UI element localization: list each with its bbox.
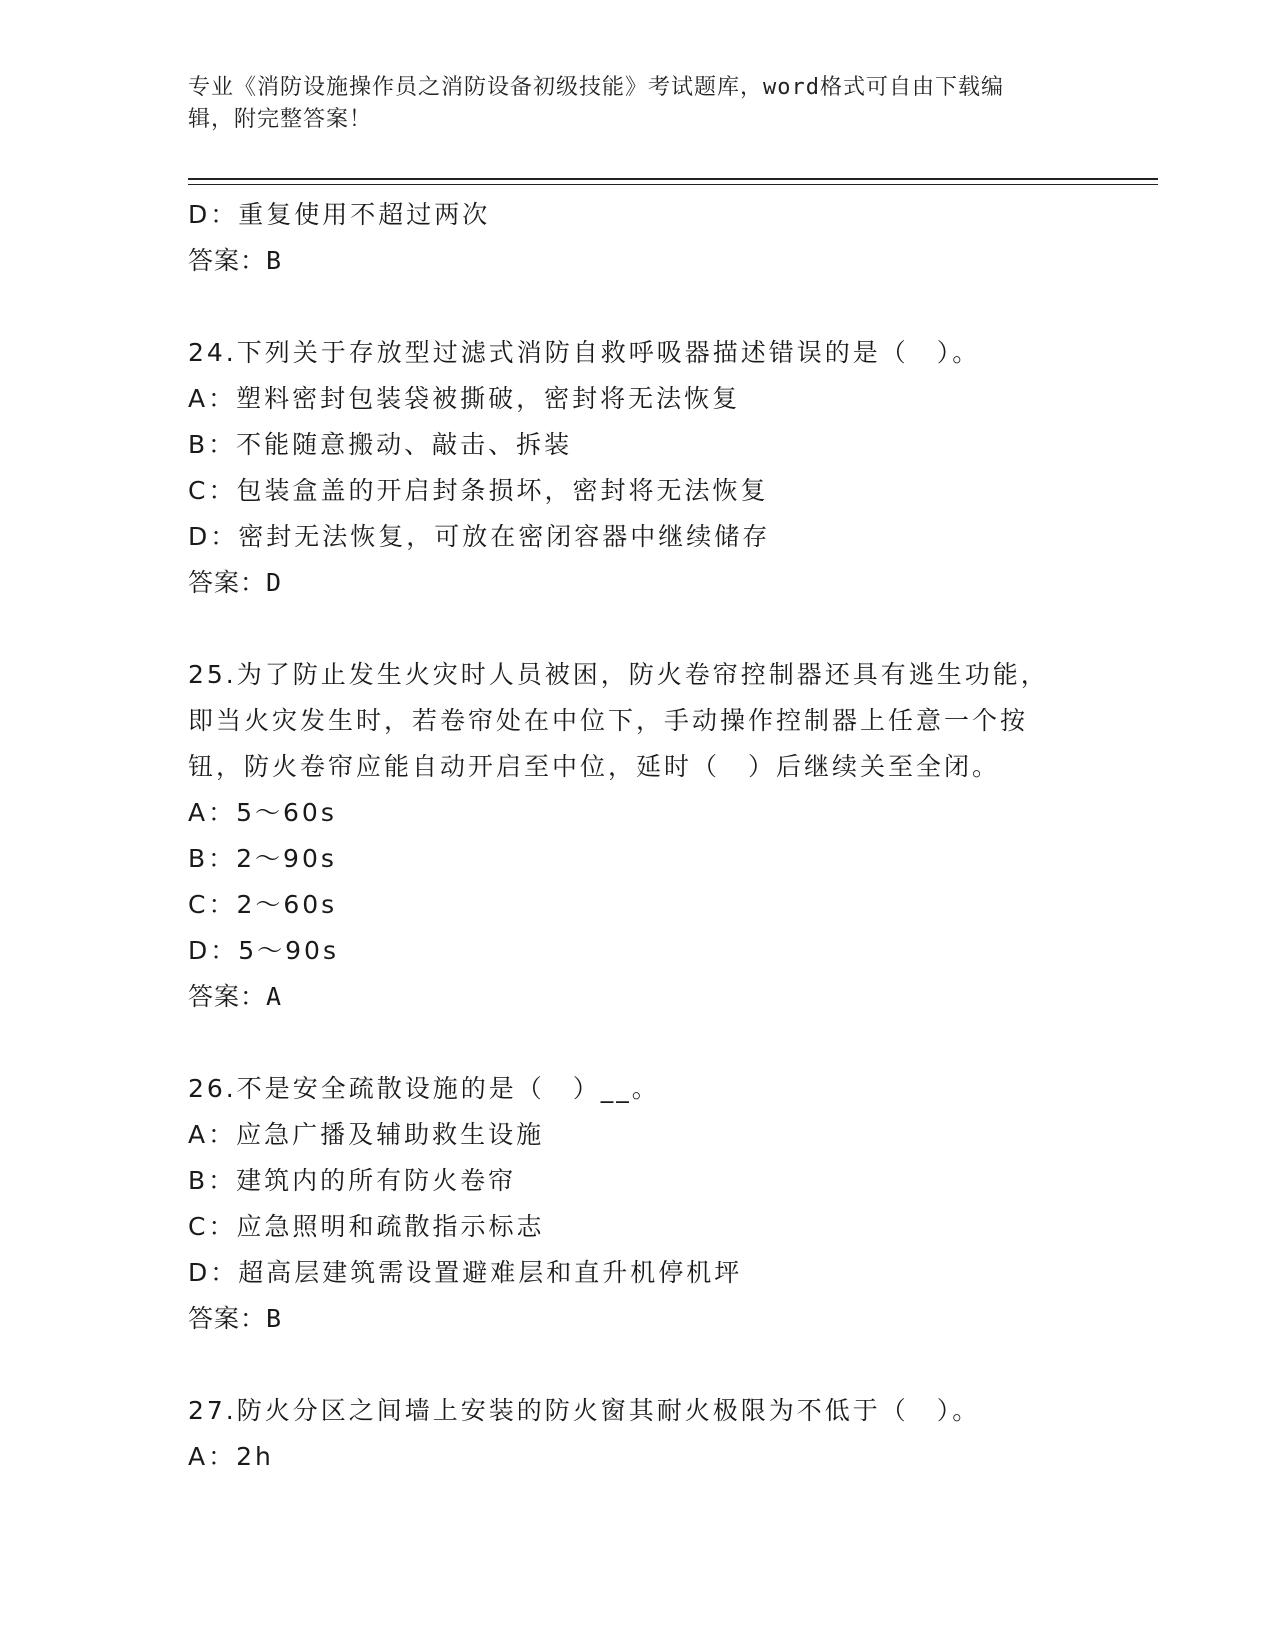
spacer [188, 284, 1088, 330]
answer: 答案：A [188, 982, 283, 1011]
answer: 答案：B [188, 1304, 283, 1333]
prev-answer: 答案：B [188, 246, 283, 275]
option-a: A：5～60s [188, 798, 337, 827]
question-24 [188, 330, 1088, 606]
option-b: B：不能随意搬动、敲击、拆装 [188, 430, 573, 459]
header-line-2: 辑，附完整答案！ [188, 107, 373, 132]
question-text: 27.防火分区之间墙上安装的防火窗其耐火极限为不低于（ ）。 [188, 1396, 981, 1425]
option-a: A：2h [188, 1442, 274, 1471]
question-text-line-3: 钮，防火卷帘应能自动开启至中位，延时（ ）后继续关至全闭。 [188, 752, 1001, 781]
option-b: B：2～90s [188, 844, 337, 873]
prev-option-d: D：重复使用不超过两次 [188, 200, 491, 229]
option-c: C：包装盒盖的开启封条损坏，密封将无法恢复 [188, 476, 769, 505]
question-26 [188, 1066, 1088, 1342]
header-divider-thick [188, 178, 1158, 180]
header-line-1: 专业《消防设施操作员之消防设备初级技能》考试题库，word格式可自由下载编 [188, 75, 1004, 100]
question-text: 26.不是安全疏散设施的是（ ）__。 [188, 1074, 660, 1103]
spacer [188, 1020, 1088, 1066]
question-text: 24.下列关于存放型过滤式消防自救呼吸器描述错误的是（ ）。 [188, 338, 981, 367]
question-content [188, 192, 1088, 1480]
option-c: C：2～60s [188, 890, 338, 919]
option-b: B：建筑内的所有防火卷帘 [188, 1166, 517, 1195]
option-d: D：超高层建筑需设置避难层和直升机停机坪 [188, 1258, 743, 1287]
page-header [188, 72, 1068, 136]
option-a: A：应急广播及辅助救生设施 [188, 1120, 545, 1149]
question-25 [188, 652, 1088, 1020]
option-c: C：应急照明和疏散指示标志 [188, 1212, 545, 1241]
spacer [188, 606, 1088, 652]
header-divider-thin [188, 184, 1158, 185]
question-27 [188, 1388, 1088, 1480]
question-text-line-1: 25.为了防止发生火灾时人员被困，防火卷帘控制器还具有逃生功能， [188, 660, 1049, 689]
option-a: A：塑料密封包装袋被撕破，密封将无法恢复 [188, 384, 741, 413]
question-text-line-2: 即当火灾发生时，若卷帘处在中位下，手动操作控制器上任意一个按 [188, 706, 1029, 735]
spacer [188, 1342, 1088, 1388]
answer: 答案：D [188, 568, 283, 597]
option-d: D：密封无法恢复，可放在密闭容器中继续储存 [188, 522, 771, 551]
option-d: D：5～90s [188, 936, 339, 965]
